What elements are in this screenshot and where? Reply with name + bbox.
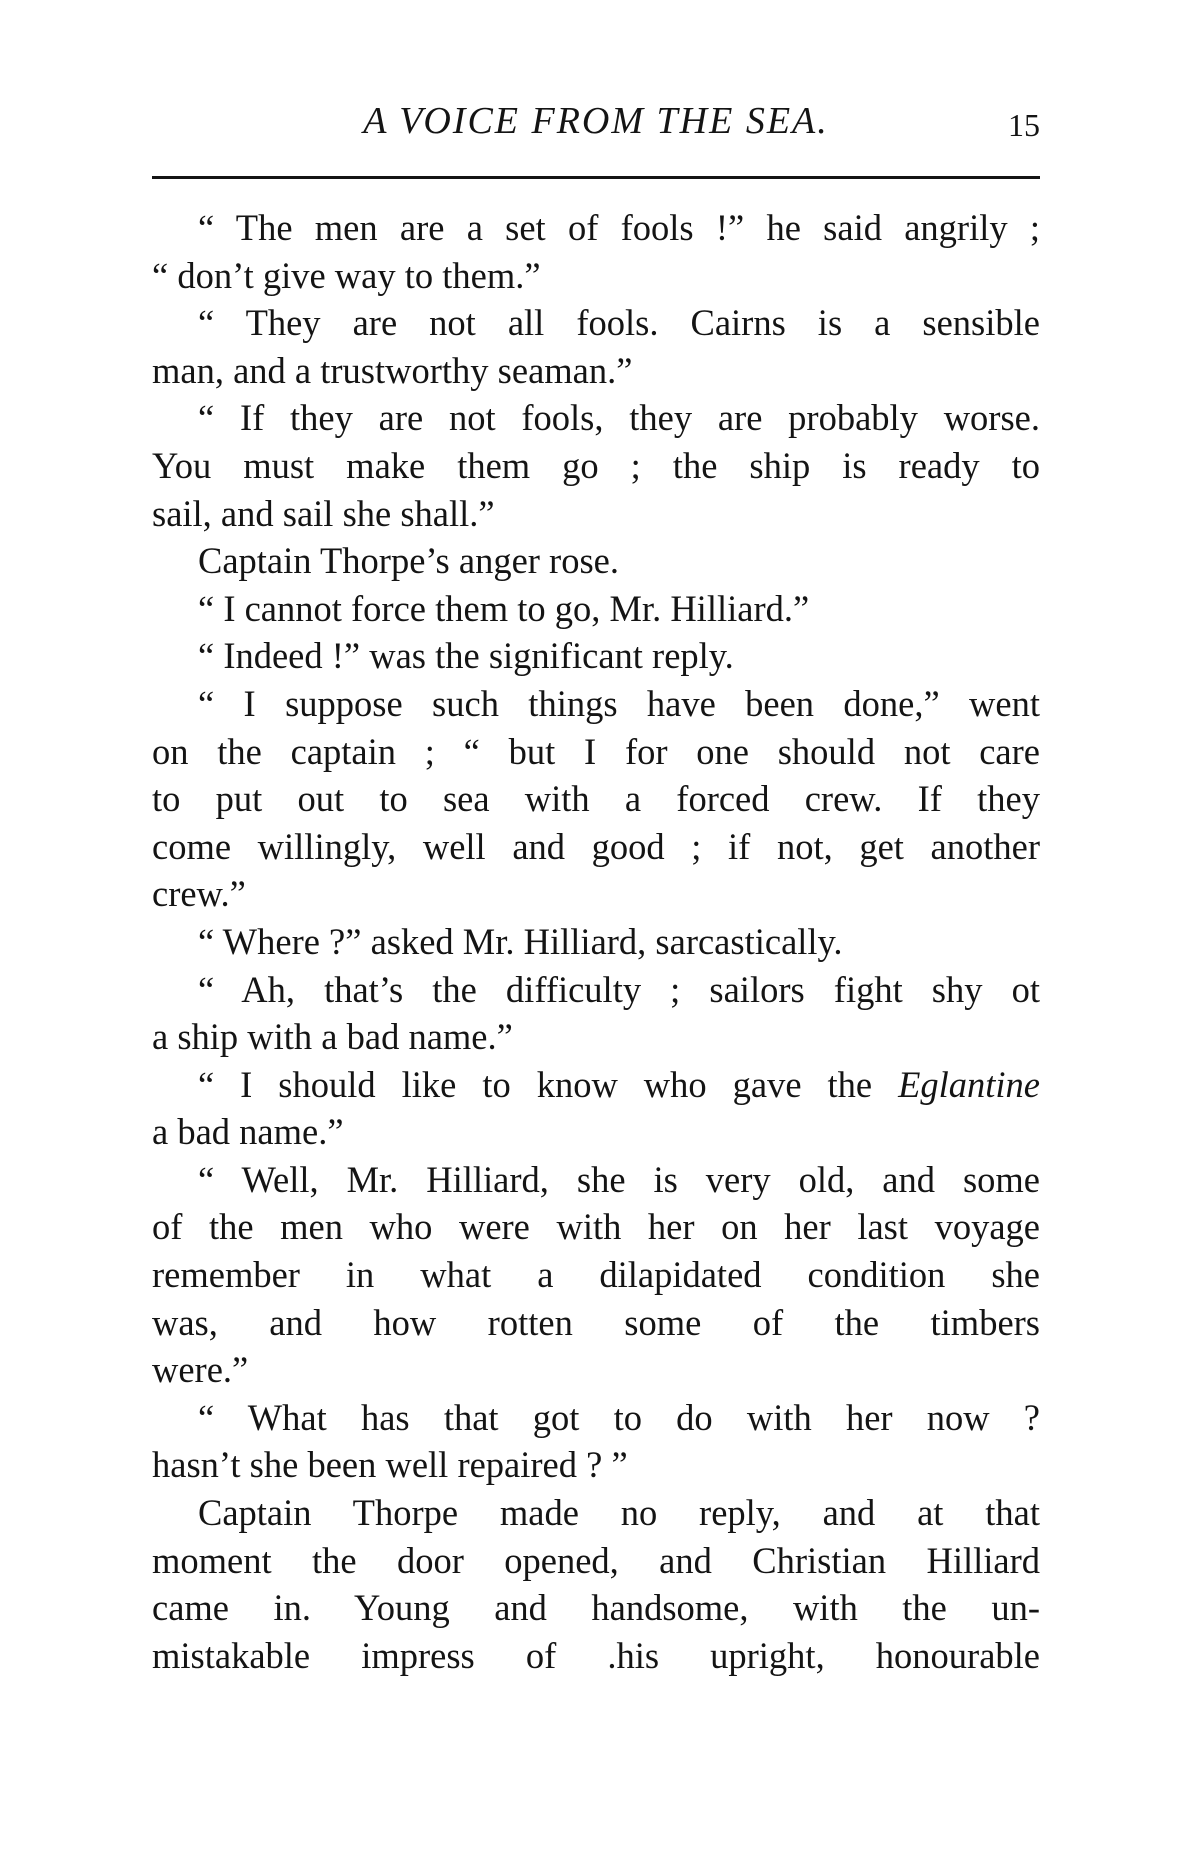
text-line-content: “ What has that got to do with her now ? [198,1396,1040,1438]
text-line-content: were.” [152,1349,249,1391]
text-line-content: “ I cannot force them to go, Mr. Hilliard.” [198,587,810,629]
text-line-content: “ Well, Mr. Hilliard, she is very old, and some [198,1158,1040,1200]
text-line [152,585,1040,633]
text-line-content: of the men who were with her on her last voyage [152,1206,1040,1248]
text-line [152,1584,1040,1632]
text-line [152,490,1040,538]
text-line [152,252,1040,300]
text-line-content: came in. Young and handsome, with the un- [152,1587,1040,1629]
text-line [152,632,1040,680]
text-line [152,1441,1040,1489]
text-line-content: on the captain ; “ but I for one should not care [152,730,1040,772]
text-line-content: “ The men are a set of fools !” he said angrily ; [198,207,1040,248]
text-line-content: “ I should like to know who gave the [198,1063,873,1105]
text-line-content: man, and a trustworthy seaman.” [152,349,633,391]
text-line-content: “ They are not all fools. Cairns is a sensible [198,302,1040,344]
text-line-content: a ship with a bad name.” [152,1016,513,1058]
text-line-content: come willingly, well and good ; if not, get another [152,825,1040,867]
page-number: 15 [1008,107,1040,143]
text-line [152,1394,1040,1442]
text-line [152,1632,1040,1680]
text-line [152,1489,1040,1537]
running-title: A VOICE FROM THE SEA. [363,100,829,142]
text-line [152,1061,1040,1109]
text-line-content: Captain Thorpe’s anger rose. [198,540,619,582]
text-line [152,1108,1040,1156]
text-line-content: “ Where ?” asked Mr. Hilliard, sarcastically. [198,920,843,962]
text-line [152,1251,1040,1299]
text-line-content: was, and how rotten some of the timbers [152,1301,1040,1343]
text-line [152,728,1040,776]
text-line-content: sail, and sail she shall.” [152,492,495,534]
running-head [152,96,1040,146]
text-line-content: You must make them go ; the ship is ready to [152,444,1040,486]
text-line-content: a bad name.” [152,1111,344,1153]
text-line [152,347,1040,395]
text-line-content: mistakable impress of .his upright, honourable [152,1634,1040,1676]
text-line [152,1203,1040,1251]
text-line [152,966,1040,1014]
text-line [152,537,1040,585]
text-line [152,1013,1040,1061]
body-text [152,204,1040,1679]
text-line [152,394,1040,442]
text-line [152,204,1040,252]
text-line-content: “ don’t give way to them.” [152,254,541,296]
text-line [152,442,1040,490]
text-line-content: “ I suppose such things have been done,” went [198,682,1040,724]
text-line-italic: Eglantine [898,1063,1040,1105]
text-line-content: crew.” [152,873,246,915]
text-line-content: Captain Thorpe made no reply, and at that [198,1492,1040,1534]
text-line-content: remember in what a dilapidated condition she [152,1254,1040,1296]
text-line [152,918,1040,966]
text-line-content: hasn’t she been well repaired ? ” [152,1444,628,1486]
text-line [152,1299,1040,1347]
text-line [152,775,1040,823]
text-line [152,1537,1040,1585]
text-line [152,680,1040,728]
header-rule [152,176,1040,179]
text-line [152,870,1040,918]
text-line [152,1346,1040,1394]
text-line-content: moment the door opened, and Christian Hilliard [152,1539,1040,1581]
text-line-content: “ Indeed !” was the significant reply. [198,635,734,677]
text-line-content: “ Ah, that’s the difficulty ; sailors fight shy ot [198,968,1040,1010]
text-line [152,299,1040,347]
text-line-content: to put out to sea with a forced crew. If they [152,778,1040,820]
text-line-content: “ If they are not fools, they are probably worse. [198,397,1040,439]
text-line [152,823,1040,871]
text-line [152,1156,1040,1204]
